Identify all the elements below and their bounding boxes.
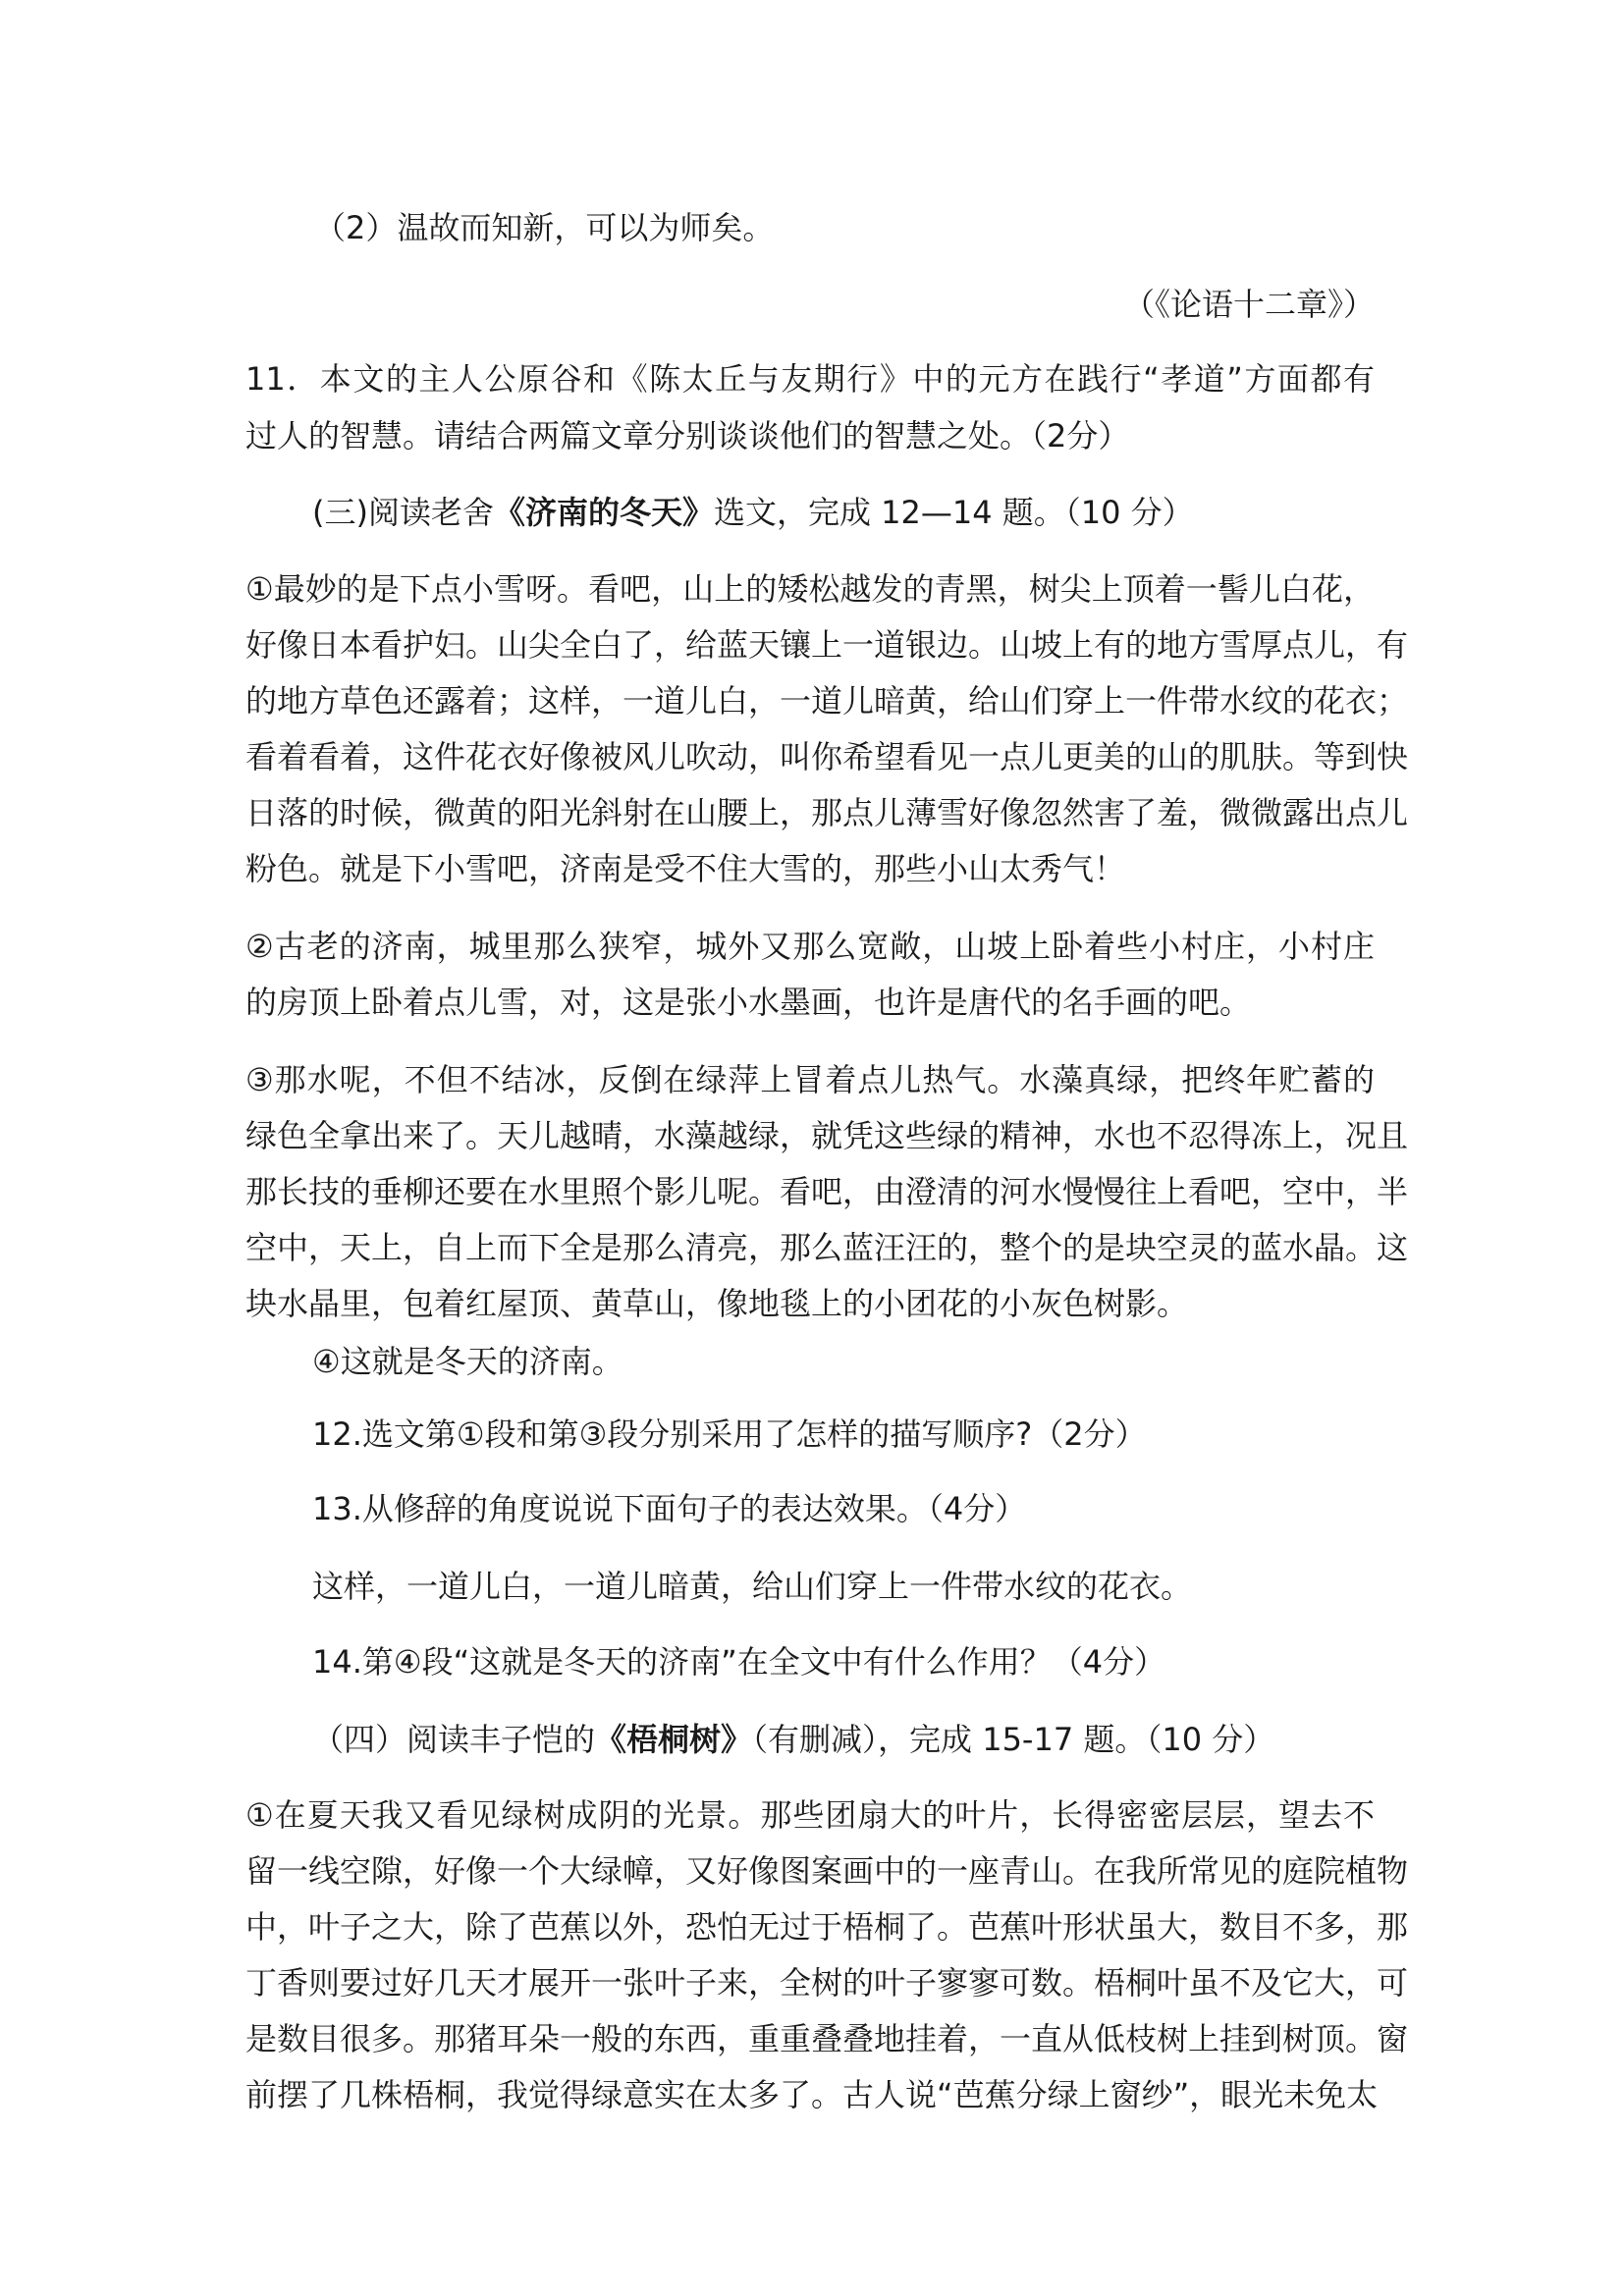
paragraph-1-line-1: ①最妙的是下点小雪呀。看吧，山上的矮松越发的青黑，树尖上顶着一髻儿白花， bbox=[245, 570, 1375, 608]
paragraph-2-line-2: 的房顶上卧着点儿雪，对，这是张小水墨画，也许是唐代的名手画的吧。 bbox=[245, 984, 1252, 1021]
paragraph-4: ④这就是冬天的济南。 bbox=[312, 1343, 623, 1380]
wutong-paragraph-line-1: ①在夏天我又看见绿树成阴的光景。那些团扇大的叶片，长得密密层层，望去不 bbox=[245, 1796, 1375, 1834]
classic-source: （《论语十二章》） bbox=[1122, 286, 1375, 323]
paragraph-1-line-2: 好像日本看护妇。山尖全白了，给蓝天镶上一道银边。山坡上有的地方雪厚点儿，有 bbox=[245, 626, 1409, 664]
paragraph-1-line-3: 的地方草色还露着；这样，一道儿白，一道儿暗黄，给山们穿上一件带水纹的花衣； bbox=[245, 682, 1409, 720]
section-4-heading-suffix: （有删减），完成 15-17 题。（10 分） bbox=[752, 1721, 1275, 1758]
paragraph-3-line-2: 绿色全拿出来了。天儿越晴，水藻越绿，就凭这些绿的精神，水也不忍得冻上，况且 bbox=[245, 1117, 1409, 1154]
section-4-heading-prefix: （四）阅读丰子恺的 bbox=[312, 1721, 596, 1758]
section-4-title: 《梧桐树》 bbox=[595, 1721, 753, 1758]
paragraph-2-line-1: ②古老的济南，城里那么狭窄，城外又那么宽敞，山坡上卧着些小村庄，小村庄 bbox=[245, 928, 1375, 965]
section-3-heading-prefix: (三)阅读老舍 bbox=[312, 494, 494, 531]
wutong-paragraph-line-3: 中，叶子之大，除了芭蕉以外，恐怕无过于梧桐了。芭蕉叶形状虽大，数目不多，那 bbox=[245, 1908, 1409, 1946]
section-3-heading-suffix: 选文，完成 12—14 题。（10 分） bbox=[714, 494, 1194, 531]
paragraph-3-line-5: 块水晶里，包着红屋顶、黄草山，像地毯上的小团花的小灰色树影。 bbox=[245, 1285, 1189, 1322]
paragraph-3-line-1: ③那水呢，不但不结冰，反倒在绿萍上冒着点儿热气。水藻真绿，把终年贮蓄的 bbox=[245, 1061, 1375, 1098]
question-12: 12.选文第①段和第③段分别采用了怎样的描写顺序?（2分） bbox=[312, 1415, 1147, 1453]
paragraph-3-line-3: 那长技的垂柳还要在水里照个影儿呢。看吧，由澄清的河水慢慢往上看吧，空中，半 bbox=[245, 1173, 1409, 1210]
wutong-paragraph-line-6: 前摆了几株梧桐，我觉得绿意实在太多了。古人说“芭蕉分绿上窗纱”，眼光未免太 bbox=[245, 2076, 1379, 2113]
wutong-paragraph-line-5: 是数目很多。那猪耳朵一般的东西，重重叠叠地挂着，一直从低枝树上挂到树顶。窗 bbox=[245, 2020, 1409, 2057]
question-13: 13.从修辞的角度说说下面句子的表达效果。（4分） bbox=[312, 1490, 1027, 1527]
question-14: 14.第④段“这就是冬天的济南”在全文中有什么作用？（4分） bbox=[312, 1643, 1166, 1681]
question-11-line-1: 11．本文的主人公原谷和《陈太丘与友期行》中的元方在践行“孝道”方面都有 bbox=[245, 360, 1375, 398]
paragraph-1-line-6: 粉色。就是下小雪吧，济南是受不住大雪的，那些小山太秀气！ bbox=[245, 850, 1126, 887]
question-11-line-2: 过人的智慧。请结合两篇文章分别谈谈他们的智慧之处。（2分） bbox=[245, 417, 1130, 454]
section-3-title: 《济南的冬天》 bbox=[493, 494, 714, 531]
wutong-paragraph-line-2: 留一线空隙，好像一个大绿幛，又好像图案画中的一座青山。在我所常见的庭院植物 bbox=[245, 1852, 1409, 1890]
paragraph-3-line-4: 空中，天上，自上而下全是那么清亮，那么蓝汪汪的，整个的是块空灵的蓝水晶。这 bbox=[245, 1229, 1409, 1266]
section-4-heading bbox=[312, 1720, 1441, 1759]
paragraph-1-line-4: 看着看着，这件花衣好像被风儿吹动，叫你希望看见一点儿更美的山的肌肤。等到快 bbox=[245, 738, 1409, 775]
classic-quote-line: （2）温故而知新，可以为师矣。 bbox=[314, 209, 775, 246]
paragraph-1-line-5: 日落的时候，微黄的阳光斜射在山腰上，那点儿薄雪好像忽然害了羞，微微露出点儿 bbox=[245, 794, 1409, 831]
wutong-paragraph-line-4: 丁香则要过好几天才展开一张叶子来，全树的叶子寥寥可数。梧桐叶虽不及它大，可 bbox=[245, 1964, 1409, 2002]
section-3-heading bbox=[312, 493, 1441, 532]
question-13-sentence: 这样，一道儿白，一道儿暗黄，给山们穿上一件带水纹的花衣。 bbox=[312, 1568, 1193, 1605]
